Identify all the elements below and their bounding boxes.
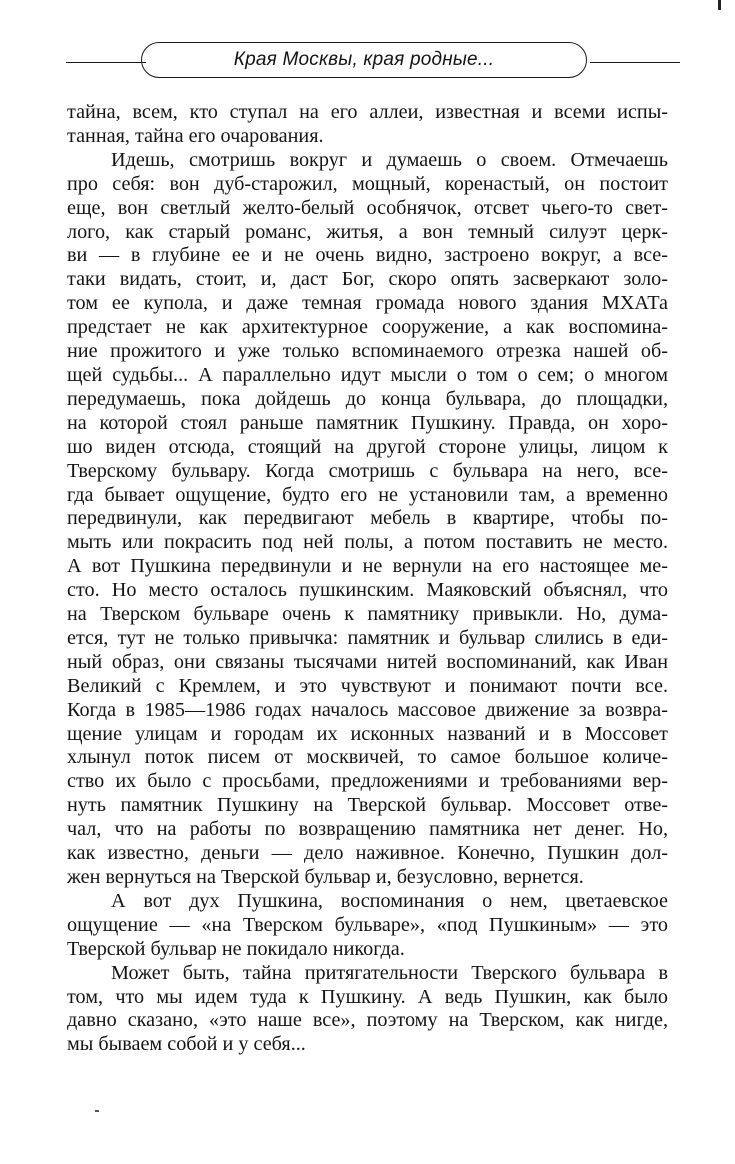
text-line: сто. Но место осталось пушкинским. Маяковский объяснял, что bbox=[67, 579, 668, 602]
text-line: хлынул поток писем от москвичей, то самое большое количе- bbox=[67, 746, 668, 769]
running-header bbox=[141, 42, 587, 78]
text-line: шо виден отсюда, стоящий на другой стороне улицы, лицом к bbox=[67, 435, 668, 458]
text-line: Тверскому бульвару. Когда смотришь с бульвара на него, все- bbox=[67, 459, 668, 482]
text-line: как известно, деньги — дело наживное. Конечно, Пушкин дол- bbox=[67, 842, 668, 865]
text-line: танная, тайна его очарования. bbox=[67, 124, 324, 147]
text-line: передвинули, как передвигают мебель в квартире, чтобы по- bbox=[67, 507, 668, 530]
text-line: А вот Пушкина передвинули и не вернули на его настоящее ме- bbox=[67, 555, 668, 578]
text-line: ется, тут не только привычка: памятник и бульвар слились в еди- bbox=[67, 626, 668, 649]
text-line: мы бываем собой и у себя... bbox=[67, 1033, 306, 1056]
text-line: ство их было с просьбами, предложениями и требованиями вер- bbox=[67, 770, 668, 793]
text-line: давно сказано, «это наше все», поэтому на Тверском, как нигде, bbox=[67, 1009, 668, 1032]
text-line: на которой стоял раньше памятник Пушкину. Правда, он хоро- bbox=[67, 411, 668, 434]
scan-edge-mark bbox=[718, 0, 721, 10]
text-line: том ее купола, и даже темная громада нового здания МХАТа bbox=[67, 292, 668, 315]
text-line: чал, что на работы по возвращению памятника нет денег. Но, bbox=[67, 818, 668, 841]
text-line: ощущение — «на Тверском бульваре», «под Пушкиным» — это bbox=[67, 913, 668, 936]
text-line: ние прожитого и уже только вспоминаемого отрезка нашей об- bbox=[67, 340, 668, 363]
text-line: щение улицам и городам их исконных названий и в Моссовет bbox=[67, 722, 668, 745]
header-rule-left bbox=[66, 62, 146, 63]
text-line: Тверской бульвар не покидало никогда. bbox=[67, 937, 405, 960]
text-line: тайна, всем, кто ступал на его аллеи, известная и всеми испы- bbox=[67, 101, 668, 123]
body-text bbox=[67, 101, 668, 1057]
header-rule-right bbox=[590, 62, 680, 63]
text-line: Великий с Кремлем, и это чувствуют и понимают почти все. bbox=[67, 674, 668, 697]
text-line: мыть или покрасить под ней полы, а потом поставить не место. bbox=[67, 531, 668, 554]
text-line: ви — в глубине ее и не очень видно, застроено вокруг, а все- bbox=[67, 244, 668, 267]
text-line: том, что мы идем туда к Пушкину. А ведь Пушкин, как было bbox=[67, 985, 668, 1008]
text-line: нуть памятник Пушкину на Тверской бульвар. Моссовет отве- bbox=[67, 794, 668, 817]
text-line: на Тверском бульваре очень к памятнику привыкли. Но, дума- bbox=[67, 603, 668, 626]
text-line: передумаешь, пока дойдешь до конца бульвара, до площадки, bbox=[67, 387, 668, 410]
text-line: гда бывает ощущение, будто его не установили там, а временно bbox=[67, 483, 668, 506]
running-header-title: Края Москвы, края родные... bbox=[233, 49, 495, 70]
text-line: таки видать, стоит, и, даст Бог, скоро опять засверкают золо- bbox=[67, 268, 668, 291]
text-line: еще, вон светлый желто-белый особнячок, отсвет чьего-то свет- bbox=[67, 196, 668, 219]
text-line: жен вернуться на Тверской бульвар и, безусловно, вернется. bbox=[67, 866, 584, 888]
text-line: лого, как старый романс, житья, а вон темный силуэт церк- bbox=[67, 220, 668, 243]
text-line: А вот дух Пушкина, воспоминания о нем, цветаевское bbox=[111, 889, 668, 912]
scan-speck bbox=[95, 1110, 99, 1112]
text-line: про себя: вон дуб-старожил, мощный, коренастый, он постоит bbox=[67, 172, 668, 195]
text-line: ный образ, они связаны тысячами нитей воспоминаний, как Иван bbox=[67, 650, 668, 673]
text-line: щей судьбы... А параллельно идут мысли о том о сем; о многом bbox=[67, 363, 668, 386]
text-line: предстает не как архитектурное сооружение, а как воспомина- bbox=[67, 316, 668, 339]
text-line: Когда в 1985—1986 годах началось массовое движение за возвра- bbox=[67, 698, 668, 721]
text-line: Идешь, смотришь вокруг и думаешь о своем. Отмечаешь bbox=[111, 148, 668, 171]
text-line: Может быть, тайна притягательности Тверского бульвара в bbox=[111, 961, 668, 984]
